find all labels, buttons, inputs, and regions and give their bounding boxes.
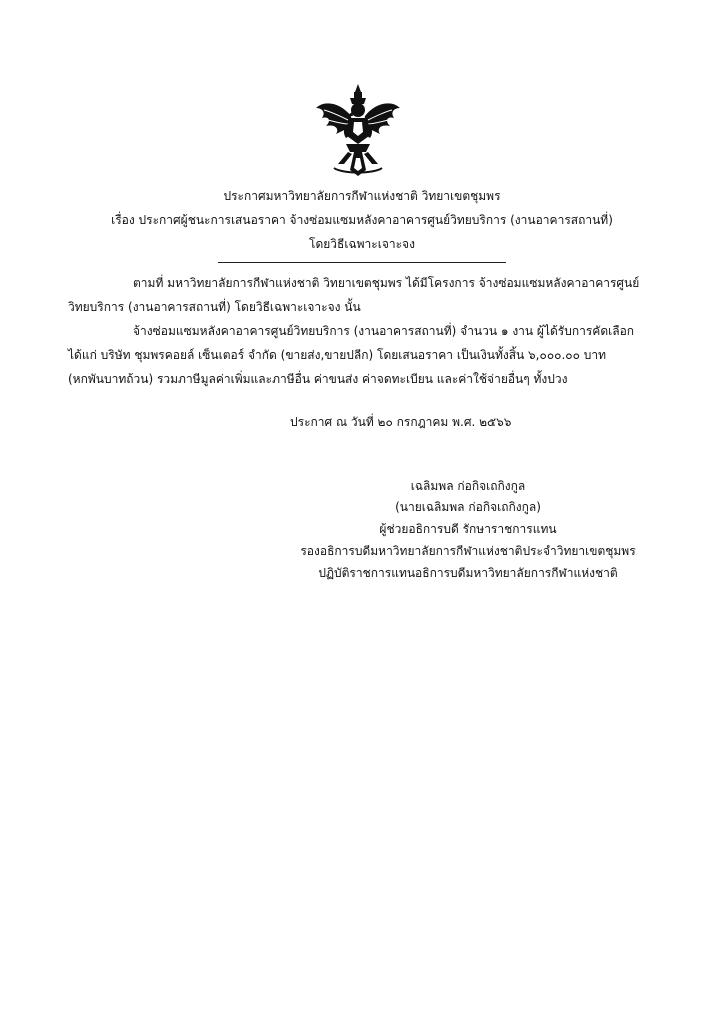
announcement-subject: เรื่อง ประกาศผู้ชนะการเสนอราคา จ้างซ่อมแซมหลังคาอาคารศูนย์วิทยบริการ (งานอาคารสถานที่) xyxy=(111,213,613,227)
paragraph-2-line-3: (หกพันบาทถ้วน) รวมภาษีมูลค่าเพิ่มและภาษีอื่น ค่าขนส่ง ค่าจดทะเบียน และค่าใช้จ่ายอื่นๆ ทั้งปวง xyxy=(68,372,568,386)
paragraph-2-line-1: จ้างซ่อมแซมหลังคาอาคารศูนย์วิทยบริการ (งานอาคารสถานที่) จำนวน ๑ งาน ผู้ได้รับการคัดเลือก xyxy=(133,324,635,338)
signatory-full-name: (นายเฉลิมพล ก่อกิจเถกิงกูล) xyxy=(395,500,541,514)
signatory-position-1: ผู้ช่วยอธิการบดี รักษาราชการแทน xyxy=(379,522,557,536)
announcement-date: ประกาศ ณ วันที่ ๒๐ กรกฎาคม พ.ศ. ๒๕๖๖ xyxy=(290,415,512,429)
announcement-title: ประกาศมหาวิทยาลัยการกีฬาแห่งชาติ วิทยาเขตชุมพร xyxy=(223,189,501,203)
signature-name: เฉลิมพล ก่อกิจเถกิงกูล xyxy=(410,479,526,493)
garuda-emblem-icon xyxy=(312,82,404,178)
paragraph-1-line-1: ตามที่ มหาวิทยาลัยการกีฬาแห่งชาติ วิทยาเขตชุมพร ได้มีโครงการ จ้างซ่อมแซมหลังคาอาคารศูนย์ xyxy=(133,276,640,290)
signatory-position-3: ปฏิบัติราชการแทนอธิการบดีมหาวิทยาลัยการกีฬาแห่งชาติ xyxy=(318,566,618,580)
paragraph-2-line-2: ได้แก่ บริษัท ชุมพรคอยล์ เซ็นเตอร์ จำกัด (ขายส่ง,ขายปลีก) โดยเสนอราคา เป็นเงินทั้งสิ้น ๖,๐๐๐.๐๐ บาท xyxy=(68,348,607,362)
signatory-position-2: รองอธิการบดีมหาวิทยาลัยการกีฬาแห่งชาติประจำวิทยาเขตชุมพร xyxy=(300,544,636,558)
divider-line xyxy=(218,262,506,263)
announcement-method: โดยวิธีเฉพาะเจาะจง xyxy=(309,237,415,251)
paragraph-1-line-2: วิทยบริการ (งานอาคารสถานที่) โดยวิธีเฉพาะเจาะจง นั้น xyxy=(68,300,361,314)
